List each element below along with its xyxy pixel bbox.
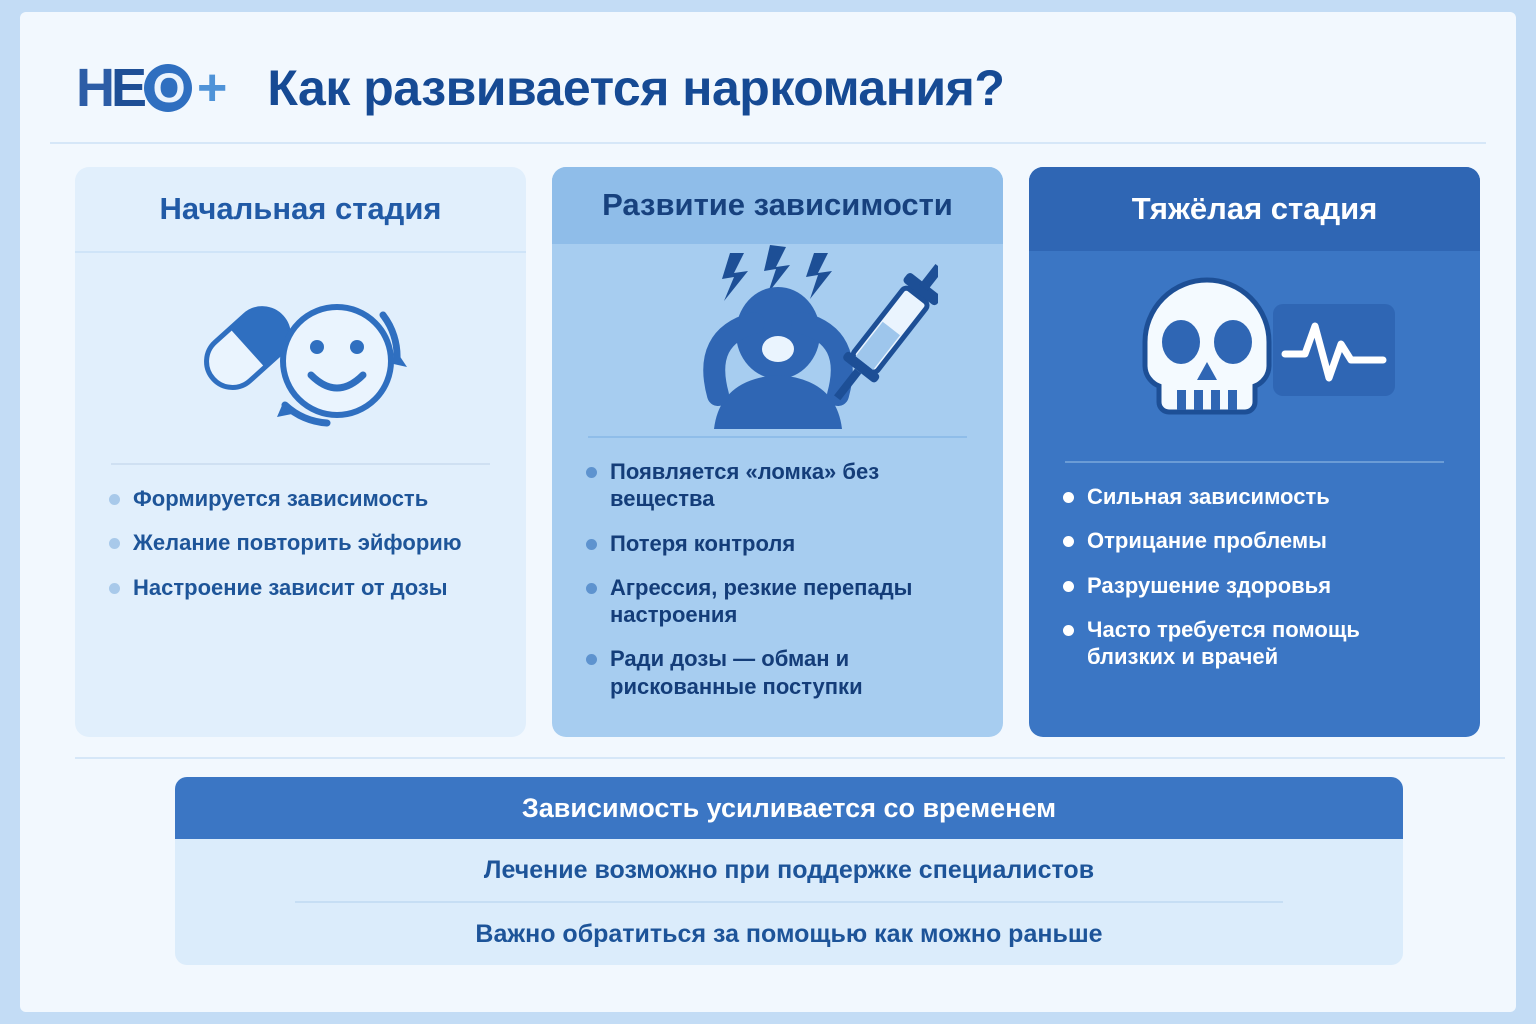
bullet-text: Формируется зависимость [133, 486, 429, 511]
bullet-dot-icon [109, 494, 120, 505]
bullet-text: Сильная зависимость [1087, 484, 1330, 509]
bullet-text: Желание повторить эйфорию [133, 530, 462, 556]
skull-and-heartbeat-icon [1029, 251, 1480, 461]
bullet-text: Разрушение здоровья [1087, 572, 1332, 598]
footer-panel [175, 777, 1403, 965]
list-item [1063, 572, 1446, 599]
stage-title-initial: Начальная стадия [75, 167, 526, 253]
header [50, 34, 1486, 144]
footer-line-2: Важно обратиться за помощью как можно раньше [475, 919, 1103, 948]
bullet-dot-icon [109, 538, 120, 549]
bullet-dot-icon [109, 583, 120, 594]
pill-and-smiley-cycle-icon [75, 253, 526, 463]
bullet-dot-icon [1063, 536, 1074, 547]
bullet-text: Часто требуется помощь близких и врачей [1087, 616, 1360, 670]
footer-separator [75, 757, 1505, 759]
stage-card-initial [75, 167, 526, 737]
stage-title-development: Развитие зависимости [552, 167, 1003, 244]
bullet-text: Появляется «ломка» без вещества [610, 459, 880, 512]
list-item [109, 574, 492, 601]
bullet-dot-icon [1063, 492, 1074, 503]
list-item [586, 530, 969, 557]
stage-bullets-severe [1029, 483, 1480, 707]
infographic-canvas [20, 12, 1516, 1012]
bullet-text: Агрессия, резкие перепады настроения [610, 574, 913, 628]
stages-container [75, 167, 1505, 737]
footer-line-1: Лечение возможно при поддержке специалистов [295, 839, 1283, 903]
stage-divider-severe [1065, 461, 1444, 463]
bullet-text: Ради дозы — обман и рискованные поступки [610, 646, 863, 699]
headache-person-and-syringe-icon [552, 244, 1003, 436]
stage-bullets-initial [75, 485, 526, 638]
logo-letter-e: E [111, 58, 146, 118]
brand-logo [76, 57, 225, 119]
list-item [1063, 527, 1446, 554]
stage-card-development [552, 167, 1003, 737]
list-item [1063, 483, 1446, 510]
bullet-dot-icon [586, 654, 597, 665]
footer-headline: Зависимость усиливается со временем [175, 777, 1403, 839]
bullet-text: Отрицание проблемы [1087, 528, 1327, 554]
list-item [586, 458, 969, 513]
logo-letter-o: O [144, 64, 192, 112]
stage-bullets-development [552, 458, 1003, 737]
stage-divider-development [588, 436, 967, 438]
logo-plus-icon: + [197, 59, 226, 117]
stage-card-severe [1029, 167, 1480, 737]
bullet-dot-icon [586, 467, 597, 478]
bullet-text: Настроение зависит от дозы [133, 574, 448, 600]
bullet-text: Потеря контроля [610, 530, 796, 556]
brand-logo-text [76, 57, 225, 119]
list-item [586, 574, 969, 629]
list-item [109, 529, 492, 556]
stage-divider-initial [111, 463, 490, 465]
page-title: Как развивается наркомания? [267, 60, 1005, 116]
list-item [1063, 616, 1446, 671]
stage-title-severe: Тяжёлая стадия [1029, 167, 1480, 251]
bullet-dot-icon [586, 539, 597, 550]
bullet-dot-icon [586, 583, 597, 594]
list-item [586, 645, 969, 700]
list-item [109, 485, 492, 512]
logo-letter-n: H [76, 58, 113, 118]
bullet-dot-icon [1063, 625, 1074, 636]
bullet-dot-icon [1063, 581, 1074, 592]
